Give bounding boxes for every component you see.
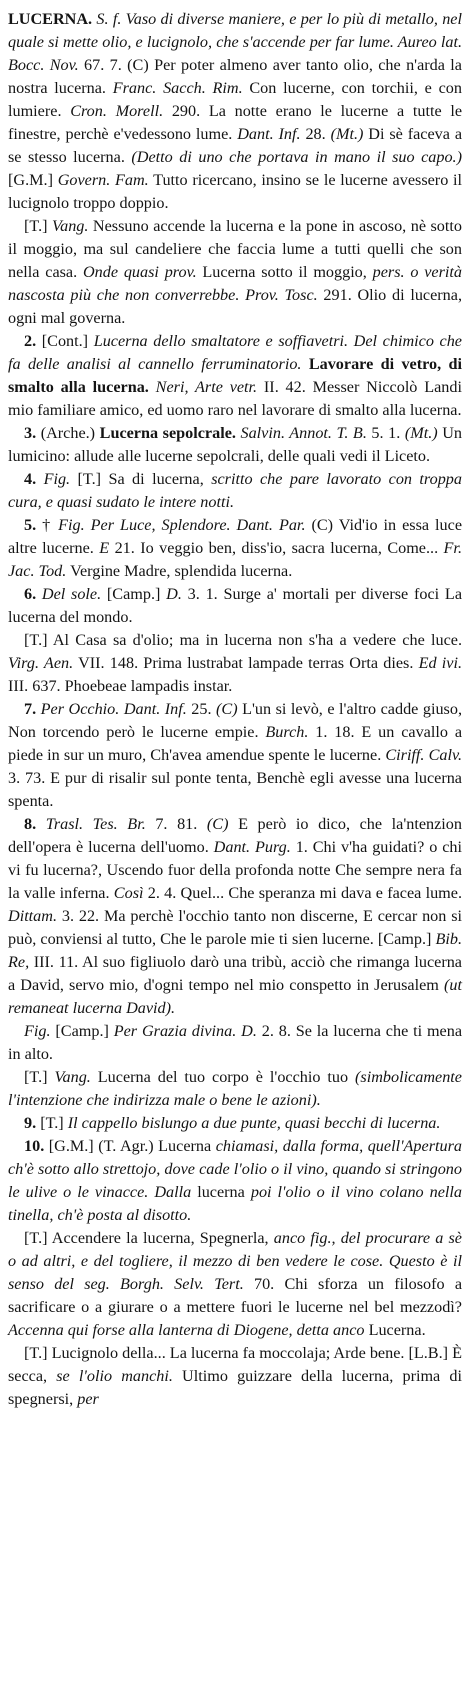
text-segment: Lucerna sepolcrale. [99,424,236,442]
text-segment: (ut remaneat lucerna David). [8,976,462,1017]
text-segment: Il cappello bislungo a due punte, quasi becchi di lucerna. [67,1114,441,1132]
entry-paragraph-sense-10 [8,1135,462,1227]
text-segment: Salvin. Annot. T. B. [235,424,367,442]
text-segment: 67. 7. (C) Per poter almeno aver tanto olio, che n'arda la nostra lucerna. [8,56,462,97]
text-segment: Vaso di diverse maniere, e per lo più di metallo, nel quale si mette olio, e lucignolo, che s'accende per far lume. Aureo lat. Bocc. Nov. [8,10,462,74]
text-segment: Nessuno accende la lucerna e la pone in ascoso, nè sotto il moggio, ma sul candeliere che faccia lume a tutti quelli che son nella casa. [8,217,462,281]
text-segment: VII. 148. Prima lustrabat lampade terras Orta dies. [73,654,419,672]
text-segment: Govern. Fam. [57,171,149,189]
text-segment: Lavorare di vetro, di smalto alla lucerna. [8,355,462,396]
text-segment: se l'olio manchi. [56,1367,173,1385]
text-segment: Vergine Madre, splendida lucerna. [66,562,293,580]
text-segment: 28. [300,125,331,143]
text-segment: III. 11. Al suo figliuolo darò una tribù, acciò che rimanga lucerna a David, servo mio, d'ogni tempo nel mio conspetto in Jerusalem [8,953,462,994]
text-segment: 6. [24,585,37,603]
text-segment: Cron. Morell. [70,102,164,120]
text-segment: 291. Olio di lucerna, ogni mal governa. [8,286,462,327]
entry-paragraph-sense-8-vang [8,1066,462,1112]
entry-paragraph-sense-6-tomm [8,629,462,698]
text-segment: Così [113,884,144,902]
text-segment: [Camp.] [50,1022,114,1040]
text-segment: 1. Chi v'ha guidati? o chi vi fu lucerna?, Uscendo fuor della profonda notte Che sempre nera fa la valle inferna. [8,838,462,902]
text-segment: [G.M.] (T. Agr.) Lucerna [44,1137,216,1155]
text-segment: Fr. Jac. Tod. [8,539,462,580]
text-segment: (Mt.) [404,424,438,442]
headword: LUCERNA. [8,10,93,28]
text-segment: (C) Vid'io in essa luce altre lucerne. [8,516,463,557]
entry-paragraph-sense-10-tomm [8,1227,462,1342]
text-segment: Lucerna dello smaltatore e soffiavetri. Del chimico che fa delle analisi al cannello ferruminatorio. [8,332,462,373]
text-segment: (simbolicamente l'intenzione che indirizza male o bene le azioni). [8,1068,462,1109]
text-segment: 5. 1. [366,424,405,442]
text-segment: 1. 18. E un cavallo a piede in sur un muro, Ch'avea amendue spente le lucerne. [8,723,463,764]
text-segment: Fig. [36,470,71,488]
text-segment: 2. 4. Quel... Che speranza mi dava e facea lume. [143,884,462,902]
text-segment: [T.] [24,217,53,235]
text-segment: Fig. Per Luce, Splendore. Dant. Par. [58,516,306,534]
text-segment: (Arche.) [36,424,100,442]
text-segment: per [77,1390,99,1408]
text-segment: Vang. [54,1068,91,1086]
entry-paragraph-sense-3 [8,422,462,468]
entry-paragraph-sense-6 [8,583,462,629]
text-segment: Tutto ricercano, insino se le lucerne avessero il lucignolo troppo doppio. [8,171,463,212]
text-segment: † [36,516,59,534]
entry-paragraph-sense-4 [8,468,462,514]
text-segment: Ciriff. Calv. [385,746,462,764]
text-segment: (Mt.) [330,125,364,143]
text-segment: 25. [186,700,217,718]
text-segment: 2. [24,332,37,350]
text-segment: Lucerna. [364,1321,426,1339]
text-segment: (C) [216,700,238,718]
text-segment: Accenna qui forse alla lanterna di Diogene, detta anco [8,1321,365,1339]
text-segment: Virg. Aen. [8,654,74,672]
text-segment: Burch. [265,723,309,741]
text-segment: S. f. [92,10,126,28]
text-segment: Per Occhio. Dant. Inf. [36,700,187,718]
text-segment: 70. Chi sforza un filosofo a sacrificare o a giurare o a mettere fuori le lucerne nel bel mezzodì? [8,1275,462,1316]
text-segment: Onde quasi prov. [82,263,197,281]
text-segment: 7. 81. [145,815,207,833]
text-segment: E [99,539,110,557]
text-segment: Dant. Purg. [213,838,291,856]
text-segment: pers. o verità nascosta più che non converrebbe. Prov. Tosc. [8,263,462,304]
text-segment: poi l'olio o il vino colano nella tinella, ch'è posta al disotto. [8,1183,462,1224]
text-segment: 7. [24,700,37,718]
entry-paragraph-sense-lucignolo [8,1342,462,1411]
text-segment: 3. [24,424,37,442]
entry-paragraph-sense-8-fig [8,1020,462,1066]
text-segment: [Camp.] [101,585,167,603]
text-segment: (C) [206,815,229,833]
text-segment: scritto che pare lavorato con troppa cura, e quasi sudato le intere notti. [8,470,462,511]
text-segment: [T.] Lucignolo della... La lucerna fa moccolaja; Arde bene. [L.B.] È secca, [8,1344,462,1385]
text-segment: [T.] Accendere la lucerna, Spegnerla, [24,1229,274,1247]
entry-paragraph-sense-5 [8,514,462,583]
text-segment: 3. 22. Ma perchè l'occhio tanto non discerne, E cercar non si può, conviensi al tutto, Che le parole mie ti sien lucerne. [Camp.] [8,907,462,948]
text-segment: II. 42. Messer Niccolò Landi mio familiare amico, ed uomo raro nel lavorare di smalto alla lucerna. [8,378,462,419]
text-segment: Di sè faceva a se stesso lucerna. [8,125,463,166]
text-segment: [T.] Al Casa sa d'olio; ma in lucerna non s'ha a vedere che luce. [24,631,462,649]
text-segment: 10. [24,1137,45,1155]
text-segment: chiamasi, dalla forma, quell'Apertura ch'è sotto allo strettojo, dove cade l'olio o il vino, quando si stringono le ulive o le vinacce. Dalla [8,1137,462,1201]
entry-paragraph-def-main [8,8,462,215]
text-segment: Neri, Arte vetr. [148,378,258,396]
text-segment: Trasl. Tes. Br. [36,815,146,833]
entry-paragraph-sense-8 [8,813,462,1020]
text-segment: anco fig., del procurare a sè o ad altri, e del togliere, il mezzo di ben vedere le cose. Questo è il senso del seg. Borgh. Selv. Tert. [8,1229,462,1293]
text-segment: 290. La notte erano le lucerne a tutte le finestre, perchè e'vedessono lume. [8,102,463,143]
text-segment: Franc. Sacch. Rim. [112,79,243,97]
text-segment: Del sole. [36,585,102,603]
text-segment: [T.] Sa di lucerna, [70,470,212,488]
entry-paragraph-sense-2 [8,330,462,422]
text-segment: 8. [24,815,37,833]
text-segment: lucerna [191,1183,251,1201]
text-segment: 3. 73. E pur di risalir sul ponte tenta, Benchè egli avesse una lucerna spenta. [8,769,462,810]
text-segment: E però io dico, che la'ntenzion dell'opera è lucerna dell'uomo. [8,815,462,856]
entry-paragraph-sense-7 [8,698,462,813]
text-segment: Ultimo guizzare della lucerna, prima di spegnersi, [8,1367,462,1408]
entry-paragraph-tomm-vang [8,215,462,330]
text-segment: Un lumicino: allude alle lucerne sepolcrali, delle quali vedi il Liceto. [8,424,462,465]
text-segment: 9. [24,1114,37,1132]
text-segment: Per Grazia divina. D. [113,1022,257,1040]
text-segment: Bib. Re, [8,930,462,971]
text-segment: [G.M.] [8,171,58,189]
text-segment: 2. 8. Se la lucerna che ti mena in alto. [8,1022,463,1063]
text-segment: [T.] [36,1114,68,1132]
dictionary-entry-lucerna [8,8,462,1411]
entry-paragraph-sense-9 [8,1112,462,1135]
text-segment: D. [166,585,182,603]
text-segment: III. 637. Phoebeae lampadis instar. [8,677,233,695]
text-segment: 4. [24,470,37,488]
text-segment: [Cont.] [36,332,94,350]
text-segment: [T.] [24,1068,55,1086]
text-segment: 3. 1. Surge a' mortali per diverse foci La lucerna del mondo. [8,585,462,626]
text-segment: L'un si levò, e l'altro cadde giuso, Non torcendo però le lucerne empie. [8,700,462,741]
text-segment: Lucerna sotto il moggio, [196,263,373,281]
text-segment: Fig. [24,1022,51,1040]
text-segment: Con lucerne, con torchii, e con lumiere. [8,79,462,120]
text-segment: (Detto di uno che portava in mano il suo capo.) [131,148,462,166]
text-segment: Vang. [52,217,89,235]
text-segment: Ed ivi. [418,654,463,672]
text-segment: 21. Io veggio ben, diss'io, sacra lucerna, Come... [109,539,444,557]
text-segment: Dittam. [8,907,58,925]
text-segment: Lucerna del tuo corpo è l'occhio tuo [90,1068,355,1086]
text-segment: Dant. Inf. [237,125,301,143]
text-segment: 5. [24,516,37,534]
